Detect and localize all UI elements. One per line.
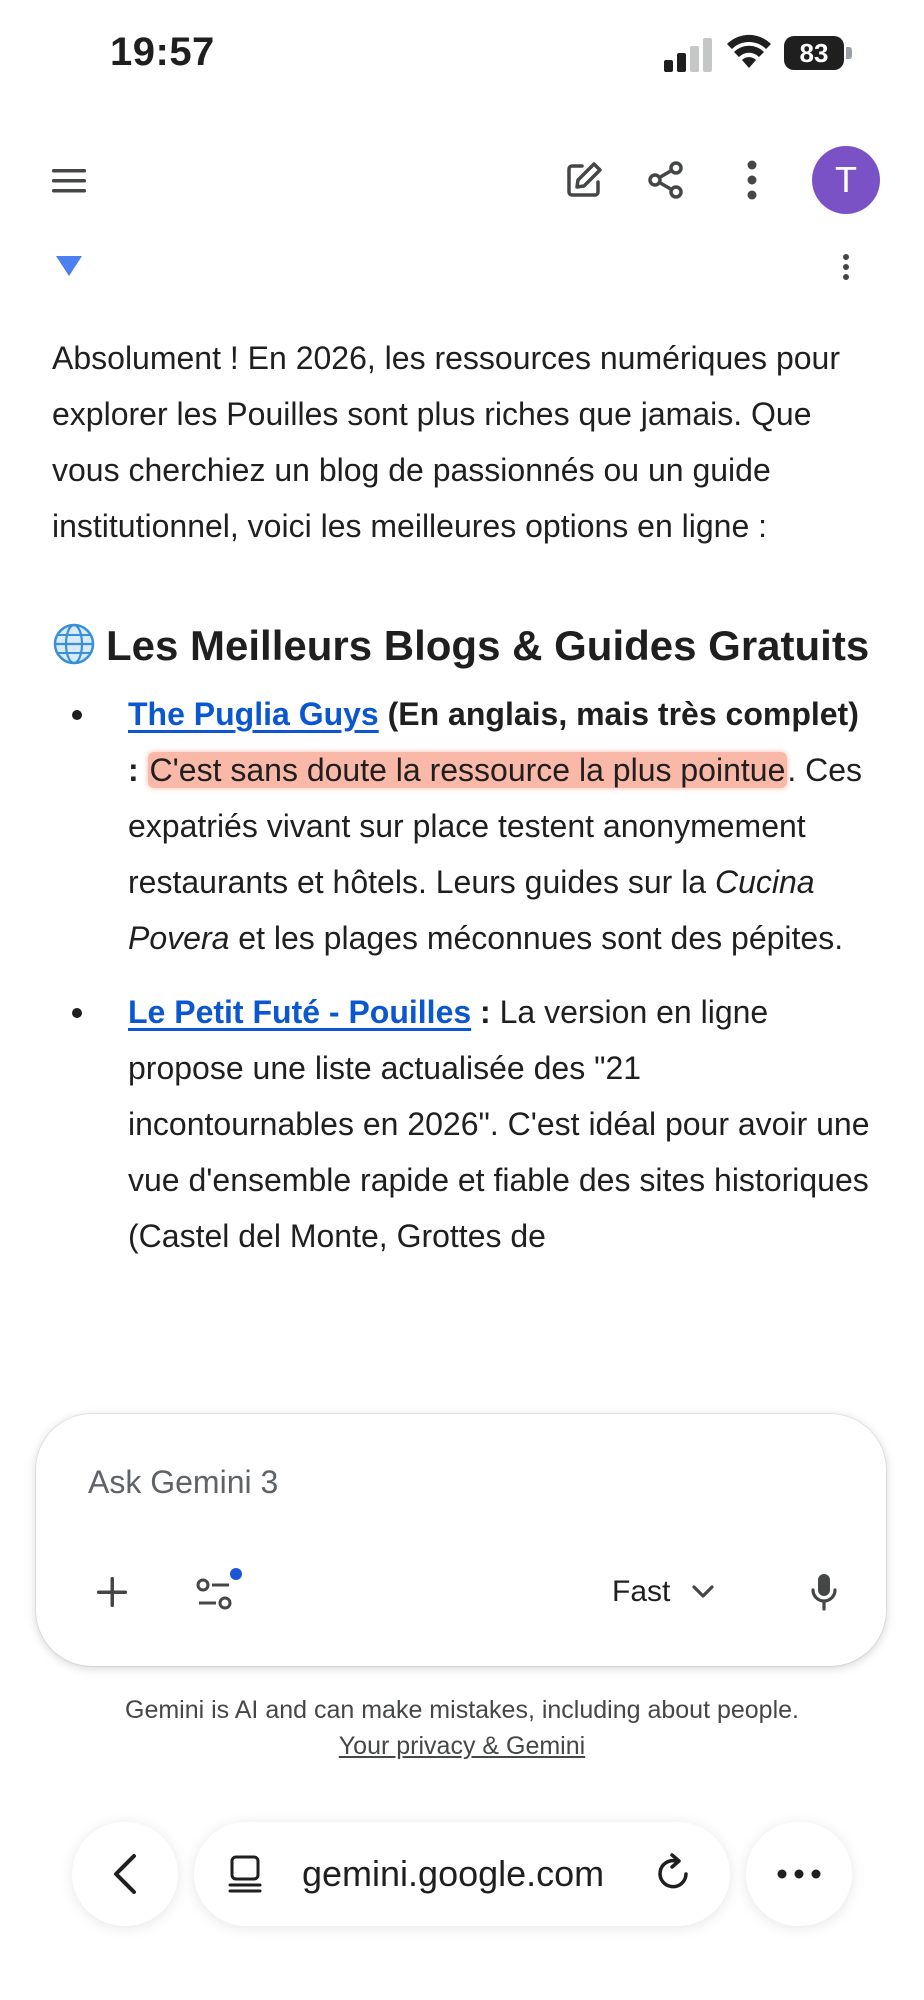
model-selector[interactable] — [612, 1568, 714, 1616]
list-item — [52, 984, 872, 1264]
globe-icon — [52, 622, 96, 666]
item-text: et les plages méconnues sont des pépites. — [229, 920, 844, 956]
intro-paragraph: Absolument ! En 2026, les ressources numériques pour explorer les Pouilles sont plus riches que jamais. Que vous cherchiez un blog de passionnés ou un guide institutionnel, voici les meilleures options en ligne : — [52, 340, 840, 544]
avatar[interactable]: T — [812, 146, 880, 214]
disclaimer — [0, 1692, 924, 1764]
browser-more-button[interactable] — [746, 1822, 852, 1926]
bullet — [72, 1008, 82, 1018]
address-bar[interactable] — [194, 1822, 730, 1926]
notification-dot — [230, 1568, 242, 1580]
list-item — [52, 686, 872, 966]
item-text: La version en ligne propose une liste actualisée des "21 incontournables en 2026". C'est idéal pour avoir une vue d'ensemble rapide et fiable des sites historiques (Castel del Monte, Grottes de — [128, 994, 870, 1254]
wifi-icon — [726, 34, 772, 70]
cellular-signal-icon — [664, 38, 716, 72]
item-italic-text: Cucina Povera — [128, 864, 815, 956]
prompt-input-card — [36, 1414, 886, 1666]
chevron-down-icon — [692, 1585, 714, 1599]
url-text[interactable]: gemini.google.com — [302, 1853, 605, 1894]
model-label: Fast — [612, 1575, 671, 1608]
edit-icon — [564, 160, 604, 200]
item-text: . Ces expatriés vivant sur place testent anonymement restaurants et hôtels. Leurs guides sur la — [128, 752, 863, 900]
puglia-guys-link[interactable]: The Puglia Guys — [128, 696, 379, 732]
share-icon — [646, 160, 686, 200]
item-bold-label: (En anglais, mais très complet) : — [128, 696, 859, 788]
petit-fute-link[interactable]: Le Petit Futé - Pouilles — [128, 994, 472, 1030]
browser-back-button[interactable] — [72, 1822, 178, 1926]
reload-icon[interactable] — [654, 1852, 694, 1894]
new-chat-button[interactable] — [554, 150, 614, 210]
tools-button[interactable] — [184, 1564, 246, 1624]
share-button[interactable] — [636, 150, 696, 210]
response-content — [52, 330, 872, 1420]
expand-caret-icon[interactable] — [56, 256, 82, 276]
chevron-left-icon — [112, 1853, 138, 1895]
tab-overview-icon — [228, 1854, 264, 1894]
more-vertical-icon — [746, 160, 758, 200]
section-title: Les Meilleurs Blogs & Guides Gratuits — [106, 622, 870, 669]
add-button[interactable] — [84, 1564, 140, 1620]
tools-sliders-icon — [195, 1576, 235, 1612]
bullet — [72, 710, 82, 720]
disclaimer-text: Gemini is AI and can make mistakes, including about people. — [125, 1696, 799, 1724]
microphone-icon — [810, 1572, 838, 1612]
more-options-button[interactable] — [722, 150, 782, 210]
status-bar — [0, 0, 924, 110]
response-controls — [0, 248, 924, 284]
item-bold-label: : — [471, 994, 500, 1030]
top-app-bar — [0, 130, 924, 230]
resources-list — [52, 686, 872, 1264]
microphone-button[interactable] — [796, 1564, 852, 1620]
more-horizontal-icon — [776, 1868, 822, 1880]
hamburger-menu-icon — [52, 168, 86, 194]
status-time: 19:57 — [110, 30, 215, 74]
privacy-link[interactable]: Your privacy & Gemini — [338, 1732, 586, 1760]
prompt-input[interactable]: Ask Gemini 3 — [88, 1464, 279, 1500]
highlighted-text: C'est sans doute la ressource la plus pointue — [149, 752, 786, 788]
battery-icon — [784, 36, 854, 70]
response-more-icon[interactable] — [836, 252, 856, 282]
plus-icon — [95, 1575, 129, 1609]
battery-level: 83 — [799, 38, 829, 68]
menu-button[interactable] — [44, 156, 94, 206]
section-heading — [52, 616, 872, 676]
